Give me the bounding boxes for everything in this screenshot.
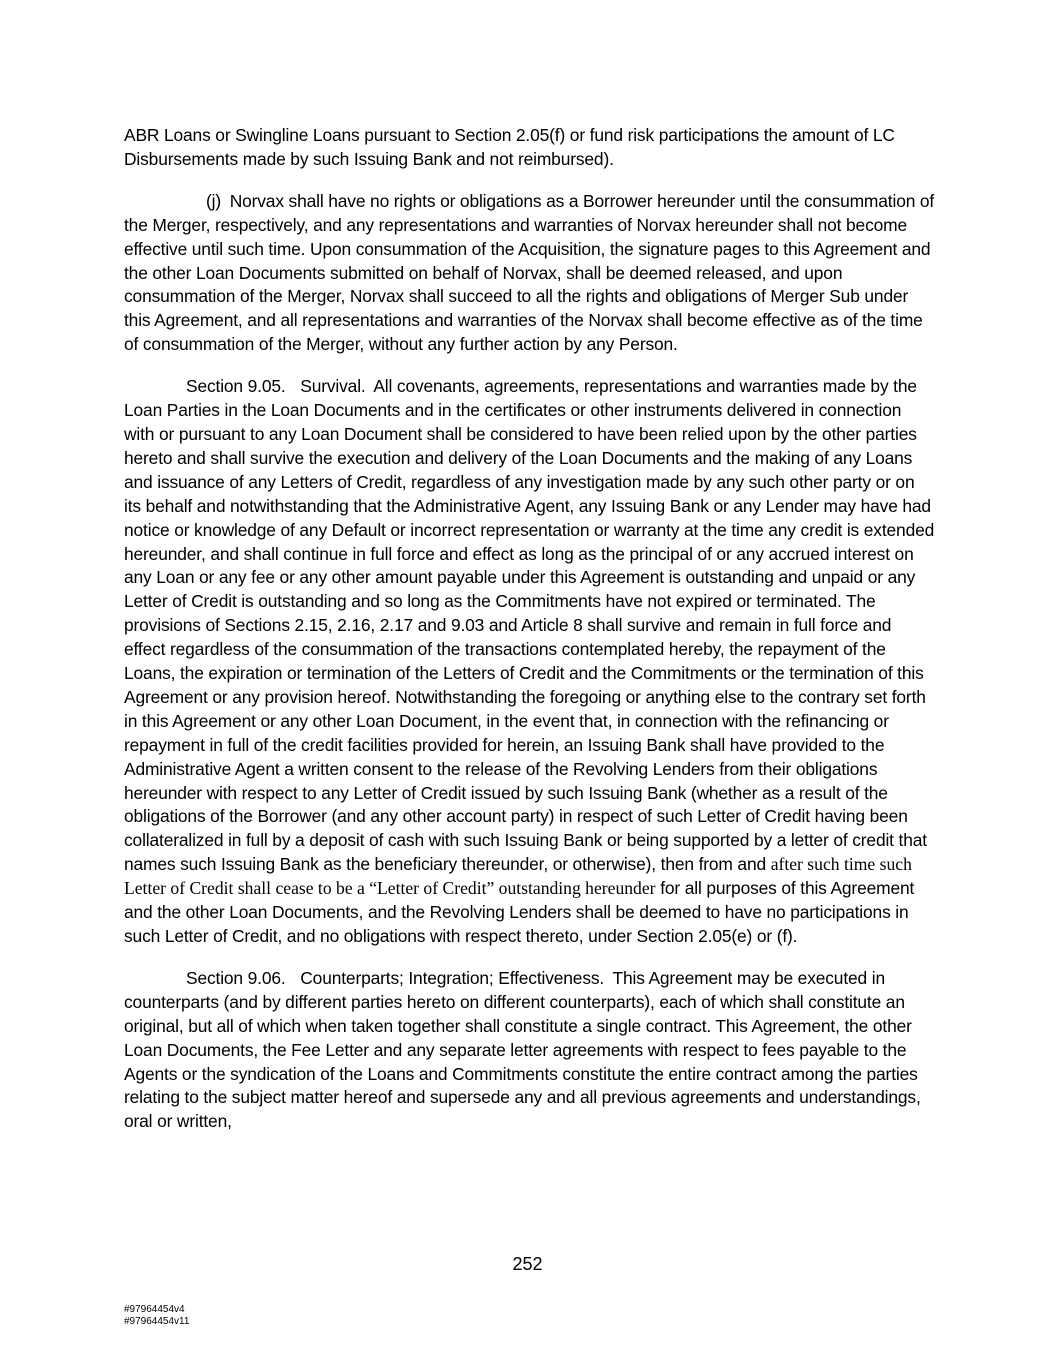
- section-9-06-number: Section 9.06.: [186, 967, 286, 988]
- section-9-05-text-a: All covenants, agreements, representations and warranties made by the Loan Parties in the Loan Documents and in the certificates or other instruments delivered in connection with or pursuant to any Loan Document shall be considered to have been relied upon by the other parties hereto and shall survive the execution and delivery of the Loan Documents and the making of any Loans and issuance of any Letters of Credit, regardless of any investigation made by any such other party or on its behalf and notwithstanding that the Administrative Agent, any Issuing Bank or any Lender may have had notice or knowledge of any Default or incorrect representation or warranty at the time any credit is extended hereunder, and shall continue in full force and effect as long as the principal of or any accrued interest on any Loan or any fee or any other amount payable under this Agreement is outstanding and unpaid or any Letter of Credit is outstanding and so long as the Commitments have not expired or terminated. The provisions of Sections 2.15, 2.16, 2.17 and 9.03 and Article 8 shall survive and remain in full force and effect regardless of the consummation of the transactions contemplated hereby, the repayment of the Loans, the expiration or termination of the Letters of Credit and the Commitments or the termination of this Agreement or any provision hereof. Notwithstanding the foregoing or anything else to the contrary set forth in this Agreement or any other Loan Document, in the event that, in connection with the refinancing or repayment in full of the credit facilities provided for herein, an Issuing Bank shall have provided to the Administrative Agent a written consent to the release of the Revolving Lenders from their obligations hereunder with respect to any Letter of Credit issued by such Issuing Bank (whether as a result of the obligations of the Borrower (and any other account party) in respect of such Letter of Credit having been collateralized in full by a deposit of cash with such Issuing Bank or being supported by a letter of credit that names such Issuing Bank as the beneficiary thereunder, or otherwise), then from and: [124, 376, 935, 875]
- section-9-05-title: Survival.: [300, 376, 366, 397]
- doc-id-1: #97964454v4: [124, 1304, 185, 1315]
- clause-j-paragraph: [124, 190, 936, 357]
- doc-id-2: #97964454v11: [124, 1316, 190, 1327]
- document-body: [124, 124, 936, 1152]
- continuation-text: ABR Loans or Swingline Loans pursuant to Section 2.05(f) or fund risk participations the amount of LC Disbursements made by such Issuing Bank and not reimbursed).: [124, 125, 895, 169]
- section-9-05-text-serif: after such time such Letter of Credit shall cease to be a “Letter of Credit” outstanding hereunder: [124, 854, 912, 899]
- section-9-05-number: Section 9.05.: [186, 376, 286, 397]
- section-9-06-text: This Agreement may be executed in counterparts (and by different parties hereto on different counterparts), each of which shall constitute an original, but all of which when taken together shall constitute a single contract. This Agreement, the other Loan Documents, the Fee Letter and any separate letter agreements with respect to fees payable to the Agents or the syndication of the Loans and Commitments constitute the entire contract among the parties relating to the subject matter hereof and supersede any and all previous agreements and understandings, oral or written,: [124, 967, 921, 1132]
- page-number: 252: [512, 1254, 543, 1274]
- section-9-06-title: Counterparts; Integration; Effectiveness.: [300, 967, 605, 988]
- document-ids: [124, 1304, 189, 1328]
- clause-j-label: (j): [206, 190, 221, 211]
- section-9-05-text-b: for all purposes of this Agreement and the other Loan Documents, and the Revolving Lenders shall be deemed to have no participations in such Letter of Credit, and no obligations with respect thereto, under Section 2.05(e) or (f).: [124, 878, 915, 946]
- continuation-paragraph: [124, 124, 936, 172]
- section-9-05-paragraph: [124, 375, 936, 949]
- section-9-06-paragraph: [124, 967, 936, 1134]
- clause-j-text: Norvax shall have no rights or obligations as a Borrower hereunder until the consummation of the Merger, respectively, and any representations and warranties of Norvax hereunder shall not become effective until such time. Upon consummation of the Acquisition, the signature pages to this Agreement and the other Loan Documents submitted on behalf of Norvax, shall be deemed released, and upon consummation of the Merger, Norvax shall succeed to all the rights and obligations of Merger Sub under this Agreement, and all representations and warranties of the Norvax shall become effective as of the time of consummation of the Merger, without any further action by any Person.: [124, 190, 935, 355]
